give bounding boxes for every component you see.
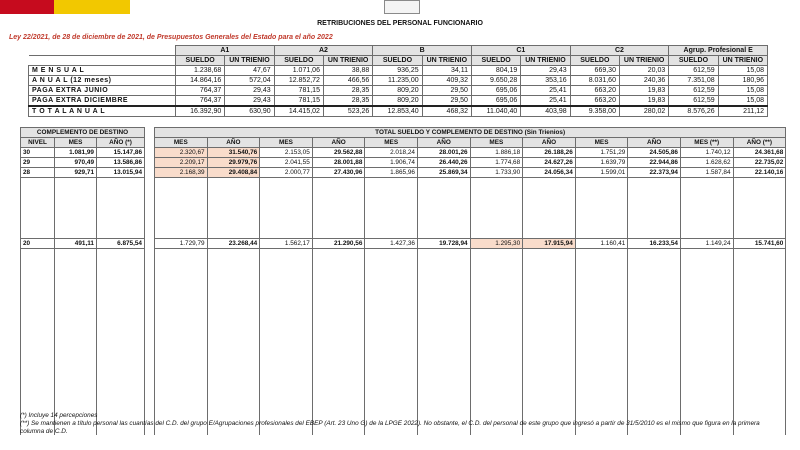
- subheader-trienio: UN TRIENIO: [521, 56, 570, 66]
- sueldo-cell: 809,20: [373, 96, 422, 107]
- subheader-sueldo: SUELDO: [471, 56, 520, 66]
- total-anio-cell: 22.735,02: [733, 158, 786, 168]
- destination-header-row: [21, 128, 786, 138]
- trienio-cell: 630,90: [225, 106, 274, 117]
- empty-corner: [29, 56, 176, 66]
- trienio-cell: 38,88: [323, 66, 372, 76]
- gap-cell: [628, 178, 681, 239]
- gap-cell: [680, 178, 733, 239]
- law-reference: Ley 22/2021, de 28 de diciembre de 2021, de Presupuestos Generales del Estado para el año 2022: [9, 34, 333, 41]
- trienio-cell: 28,35: [323, 96, 372, 107]
- trienio-cell: 28,35: [323, 86, 372, 96]
- total-mes-header: MES: [470, 138, 523, 148]
- gap-cell: [260, 249, 313, 436]
- total-anio-header: AÑO: [628, 138, 681, 148]
- gap-cell: [55, 178, 97, 239]
- trienio-cell: 15,08: [718, 66, 767, 76]
- column-spacer: [145, 128, 155, 138]
- trienio-cell: 29,50: [422, 86, 471, 96]
- sueldo-cell: 8.031,60: [570, 76, 619, 86]
- gap-cell: [312, 178, 365, 239]
- total-anio-cell: 23.268,44: [207, 239, 260, 249]
- total-anio-header: AÑO: [523, 138, 576, 148]
- total-anio-cell: 26.440,26: [417, 158, 470, 168]
- subheader-row: [29, 56, 768, 66]
- level-row: [21, 239, 786, 249]
- trienio-cell: 25,41: [521, 96, 570, 107]
- total-anio-cell: 28.001,88: [312, 158, 365, 168]
- column-spacer: [145, 148, 155, 158]
- group-header-e: Agrup. Profesional E: [669, 46, 768, 56]
- total-anio-cell: 15.741,60: [733, 239, 786, 249]
- total-mes-cell: 2.209,17: [155, 158, 208, 168]
- total-mes-header: MES: [260, 138, 313, 148]
- sueldo-cell: 809,20: [373, 86, 422, 96]
- empty-corner: [29, 46, 176, 56]
- sueldo-cell: 7.351,08: [669, 76, 718, 86]
- salary-row: [29, 76, 768, 86]
- gap-cell: [145, 178, 155, 239]
- total-mes-cell: 1.295,30: [470, 239, 523, 249]
- total-mes-cell: 2.041,55: [260, 158, 313, 168]
- cd-anio-header: AÑO (*): [97, 138, 145, 148]
- total-mes-cell: 1.562,17: [260, 239, 313, 249]
- sueldo-cell: 695,06: [471, 86, 520, 96]
- total-mes-cell: 1.865,96: [365, 168, 418, 178]
- total-mes-cell: 1.740,12: [680, 148, 733, 158]
- salary-row: [29, 96, 768, 107]
- sueldo-cell: 612,59: [669, 86, 718, 96]
- nivel-cell: 28: [21, 168, 55, 178]
- gap-cell: [523, 178, 576, 239]
- total-mes-cell: 1.599,01: [575, 168, 628, 178]
- gap-cell: [680, 249, 733, 436]
- sueldo-cell: 612,59: [669, 96, 718, 107]
- nivel-cell: 29: [21, 158, 55, 168]
- salary-row: [29, 106, 768, 117]
- destination-complement-body: [21, 148, 786, 436]
- total-mes-cell: 1.639,79: [575, 158, 628, 168]
- gap-cell: [628, 249, 681, 436]
- gap-cell: [207, 249, 260, 436]
- cd-mes-cell: 1.081,99: [55, 148, 97, 158]
- sueldo-cell: 14.864,16: [175, 76, 224, 86]
- sueldo-cell: 612,59: [669, 66, 718, 76]
- level-row: [21, 158, 786, 168]
- total-mes-cell: 2.000,77: [260, 168, 313, 178]
- destination-complement-table: [20, 127, 786, 435]
- total-mes-header: MES: [155, 138, 208, 148]
- gap-cell: [417, 249, 470, 436]
- trienio-cell: 29,50: [422, 96, 471, 107]
- total-anio-cell: 21.290,56: [312, 239, 365, 249]
- cd-mes-cell: 491,11: [55, 239, 97, 249]
- destination-table-wrap: [20, 127, 786, 435]
- sueldo-cell: 781,15: [274, 86, 323, 96]
- destination-subheader-row: [21, 138, 786, 148]
- total-anio-cell: 27.430,96: [312, 168, 365, 178]
- trienio-cell: 240,36: [619, 76, 668, 86]
- trienio-cell: 211,12: [718, 106, 767, 117]
- salary-row: [29, 66, 768, 76]
- illegible-rows-gap: [21, 249, 786, 436]
- gap-cell: [145, 249, 155, 436]
- total-anio-cell: 16.233,54: [628, 239, 681, 249]
- cd-anio-cell: 13.015,94: [97, 168, 145, 178]
- sueldo-cell: 1.071,06: [274, 66, 323, 76]
- total-mes-cell: 1.149,24: [680, 239, 733, 249]
- salary-row-label: A N U A L (12 meses): [29, 76, 176, 86]
- sueldo-cell: 695,06: [471, 96, 520, 107]
- nivel-header: NIVEL: [21, 138, 55, 148]
- total-mes-cell: 2.320,67: [155, 148, 208, 158]
- gap-cell: [523, 249, 576, 436]
- column-spacer: [145, 168, 155, 178]
- gap-cell: [575, 178, 628, 239]
- gap-cell: [470, 249, 523, 436]
- trienio-cell: 20,03: [619, 66, 668, 76]
- sueldo-cell: 16.392,90: [175, 106, 224, 117]
- total-anio-cell: 24.505,86: [628, 148, 681, 158]
- subheader-sueldo: SUELDO: [373, 56, 422, 66]
- trienio-cell: 19,83: [619, 96, 668, 107]
- level-row: [21, 148, 786, 158]
- totals-header: TOTAL SUELDO Y COMPLEMENTO DE DESTINO (Sin Trienios): [155, 128, 786, 138]
- total-anio-header: AÑO: [312, 138, 365, 148]
- total-anio-cell: 31.540,76: [207, 148, 260, 158]
- subheader-trienio: UN TRIENIO: [225, 56, 274, 66]
- total-anio-cell: 29.562,88: [312, 148, 365, 158]
- gap-cell: [575, 249, 628, 436]
- group-header-a1: A1: [175, 46, 274, 56]
- footnotes: [20, 412, 780, 436]
- group-header-a2: A2: [274, 46, 373, 56]
- subheader-sueldo: SUELDO: [570, 56, 619, 66]
- gap-cell: [21, 178, 55, 239]
- cd-anio-cell: 13.586,86: [97, 158, 145, 168]
- base-salary-body: [29, 66, 768, 117]
- total-mes-cell: 1.587,84: [680, 168, 733, 178]
- gap-cell: [417, 178, 470, 239]
- sueldo-cell: 781,15: [274, 96, 323, 107]
- sueldo-cell: 11.235,00: [373, 76, 422, 86]
- total-mes-cell: 2.018,24: [365, 148, 418, 158]
- total-anio-header: AÑO: [207, 138, 260, 148]
- total-mes-cell: 1.427,36: [365, 239, 418, 249]
- sueldo-cell: 12.853,40: [373, 106, 422, 117]
- total-anio-cell: 25.869,34: [417, 168, 470, 178]
- subheader-trienio: UN TRIENIO: [323, 56, 372, 66]
- gap-cell: [97, 178, 145, 239]
- gap-cell: [155, 249, 208, 436]
- trienio-cell: 280,02: [619, 106, 668, 117]
- gap-cell: [155, 178, 208, 239]
- sueldo-cell: 9.358,00: [570, 106, 619, 117]
- total-anio-header: AÑO (**): [733, 138, 786, 148]
- salary-row-label: M E N S U A L: [29, 66, 176, 76]
- gap-cell: [733, 178, 786, 239]
- total-anio-cell: 19.728,94: [417, 239, 470, 249]
- group-header-row: [29, 46, 768, 56]
- document-title: RETRIBUCIONES DEL PERSONAL FUNCIONARIO: [317, 20, 483, 27]
- total-mes-cell: 1.886,18: [470, 148, 523, 158]
- gap-cell: [260, 178, 313, 239]
- trienio-cell: 523,26: [323, 106, 372, 117]
- sueldo-cell: 11.040,40: [471, 106, 520, 117]
- total-anio-cell: 29.979,76: [207, 158, 260, 168]
- sueldo-cell: 12.852,72: [274, 76, 323, 86]
- total-mes-header: MES: [575, 138, 628, 148]
- trienio-cell: 468,32: [422, 106, 471, 117]
- total-anio-cell: 24.056,34: [523, 168, 576, 178]
- sueldo-cell: 764,37: [175, 86, 224, 96]
- subheader-sueldo: SUELDO: [669, 56, 718, 66]
- base-salary-table-wrap: [28, 45, 768, 117]
- sueldo-cell: 663,20: [570, 96, 619, 107]
- sueldo-cell: 9.650,28: [471, 76, 520, 86]
- total-mes-cell: 1.906,74: [365, 158, 418, 168]
- trienio-cell: 466,56: [323, 76, 372, 86]
- sueldo-cell: 1.238,68: [175, 66, 224, 76]
- trienio-cell: 34,11: [422, 66, 471, 76]
- gap-cell: [365, 249, 418, 436]
- subheader-sueldo: SUELDO: [175, 56, 224, 66]
- gap-cell: [470, 178, 523, 239]
- gap-cell: [365, 178, 418, 239]
- base-salary-table: [28, 45, 768, 117]
- total-mes-cell: 1.751,29: [575, 148, 628, 158]
- sueldo-cell: 804,19: [471, 66, 520, 76]
- group-header-c1: C1: [471, 46, 570, 56]
- sueldo-cell: 14.415,02: [274, 106, 323, 117]
- sueldo-cell: 669,30: [570, 66, 619, 76]
- total-anio-cell: 22.140,16: [733, 168, 786, 178]
- trienio-cell: 572,04: [225, 76, 274, 86]
- group-header-c2: C2: [570, 46, 669, 56]
- column-spacer: [145, 158, 155, 168]
- total-mes-cell: 2.153,05: [260, 148, 313, 158]
- total-anio-cell: 28.001,26: [417, 148, 470, 158]
- gap-cell: [312, 249, 365, 436]
- trienio-cell: 403,98: [521, 106, 570, 117]
- gap-cell: [55, 249, 97, 436]
- trienio-cell: 25,41: [521, 86, 570, 96]
- column-spacer: [145, 239, 155, 249]
- sueldo-cell: 663,20: [570, 86, 619, 96]
- salary-row-label: T O T A L A N U A L: [29, 106, 176, 117]
- sueldo-cell: 936,25: [373, 66, 422, 76]
- destination-complement-header: COMPLEMENTO DE DESTINO: [21, 128, 145, 138]
- trienio-cell: 15,08: [718, 86, 767, 96]
- trienio-cell: 29,43: [521, 66, 570, 76]
- total-mes-header: MES: [365, 138, 418, 148]
- footnote-2: (**) Se mantienen a título personal las cuantías del C.D. del grupo E/Agrupaciones profesionales del EBEP (Art. 23 Uno G) de la LPGE 2022). No obstante, el C.D. del personal de este grupo que ingresó a partir de 31/5/2010 es el mismo que figura en la primera columna de C.D.: [20, 420, 760, 435]
- trienio-cell: 15,08: [718, 96, 767, 107]
- total-anio-cell: 22.944,86: [628, 158, 681, 168]
- total-mes-cell: 1.733,90: [470, 168, 523, 178]
- total-anio-cell: 26.188,26: [523, 148, 576, 158]
- total-mes-header: MES (**): [680, 138, 733, 148]
- column-spacer: [145, 138, 155, 148]
- subheader-trienio: UN TRIENIO: [718, 56, 767, 66]
- total-anio-cell: 29.408,84: [207, 168, 260, 178]
- total-anio-cell: 24.361,68: [733, 148, 786, 158]
- gap-cell: [97, 249, 145, 436]
- total-mes-cell: 1.160,41: [575, 239, 628, 249]
- trienio-cell: 29,43: [225, 86, 274, 96]
- gap-cell: [207, 178, 260, 239]
- certification-stamp: [384, 0, 420, 14]
- cd-anio-cell: 6.875,54: [97, 239, 145, 249]
- salary-row: [29, 86, 768, 96]
- gap-cell: [733, 249, 786, 436]
- total-mes-cell: 1.774,68: [470, 158, 523, 168]
- trienio-cell: 47,67: [225, 66, 274, 76]
- group-header-b: B: [373, 46, 472, 56]
- footnote-1: (*) Incluye 14 percepciones: [20, 412, 98, 419]
- cd-mes-cell: 929,71: [55, 168, 97, 178]
- total-anio-cell: 24.627,26: [523, 158, 576, 168]
- salary-row-label: PAGA EXTRA DICIEMBRE: [29, 96, 176, 107]
- sueldo-cell: 8.576,26: [669, 106, 718, 117]
- total-mes-cell: 1.628,62: [680, 158, 733, 168]
- nivel-cell: 20: [21, 239, 55, 249]
- total-mes-cell: 1.729,79: [155, 239, 208, 249]
- level-row: [21, 168, 786, 178]
- total-anio-cell: 17.915,94: [523, 239, 576, 249]
- ministry-logo-red-block: [0, 0, 54, 14]
- total-anio-cell: 22.373,94: [628, 168, 681, 178]
- gap-cell: [21, 249, 55, 436]
- trienio-cell: 353,16: [521, 76, 570, 86]
- nivel-cell: 30: [21, 148, 55, 158]
- trienio-cell: 180,96: [718, 76, 767, 86]
- subheader-sueldo: SUELDO: [274, 56, 323, 66]
- cd-anio-cell: 15.147,86: [97, 148, 145, 158]
- trienio-cell: 19,83: [619, 86, 668, 96]
- subheader-trienio: UN TRIENIO: [619, 56, 668, 66]
- trienio-cell: 29,43: [225, 96, 274, 107]
- sueldo-cell: 764,37: [175, 96, 224, 107]
- cd-mes-cell: 970,49: [55, 158, 97, 168]
- total-mes-cell: 2.168,39: [155, 168, 208, 178]
- trienio-cell: 409,32: [422, 76, 471, 86]
- illegible-rows-gap: [21, 178, 786, 239]
- cd-mes-header: MES: [55, 138, 97, 148]
- salary-row-label: PAGA EXTRA JUNIO: [29, 86, 176, 96]
- subheader-trienio: UN TRIENIO: [422, 56, 471, 66]
- total-anio-header: AÑO: [417, 138, 470, 148]
